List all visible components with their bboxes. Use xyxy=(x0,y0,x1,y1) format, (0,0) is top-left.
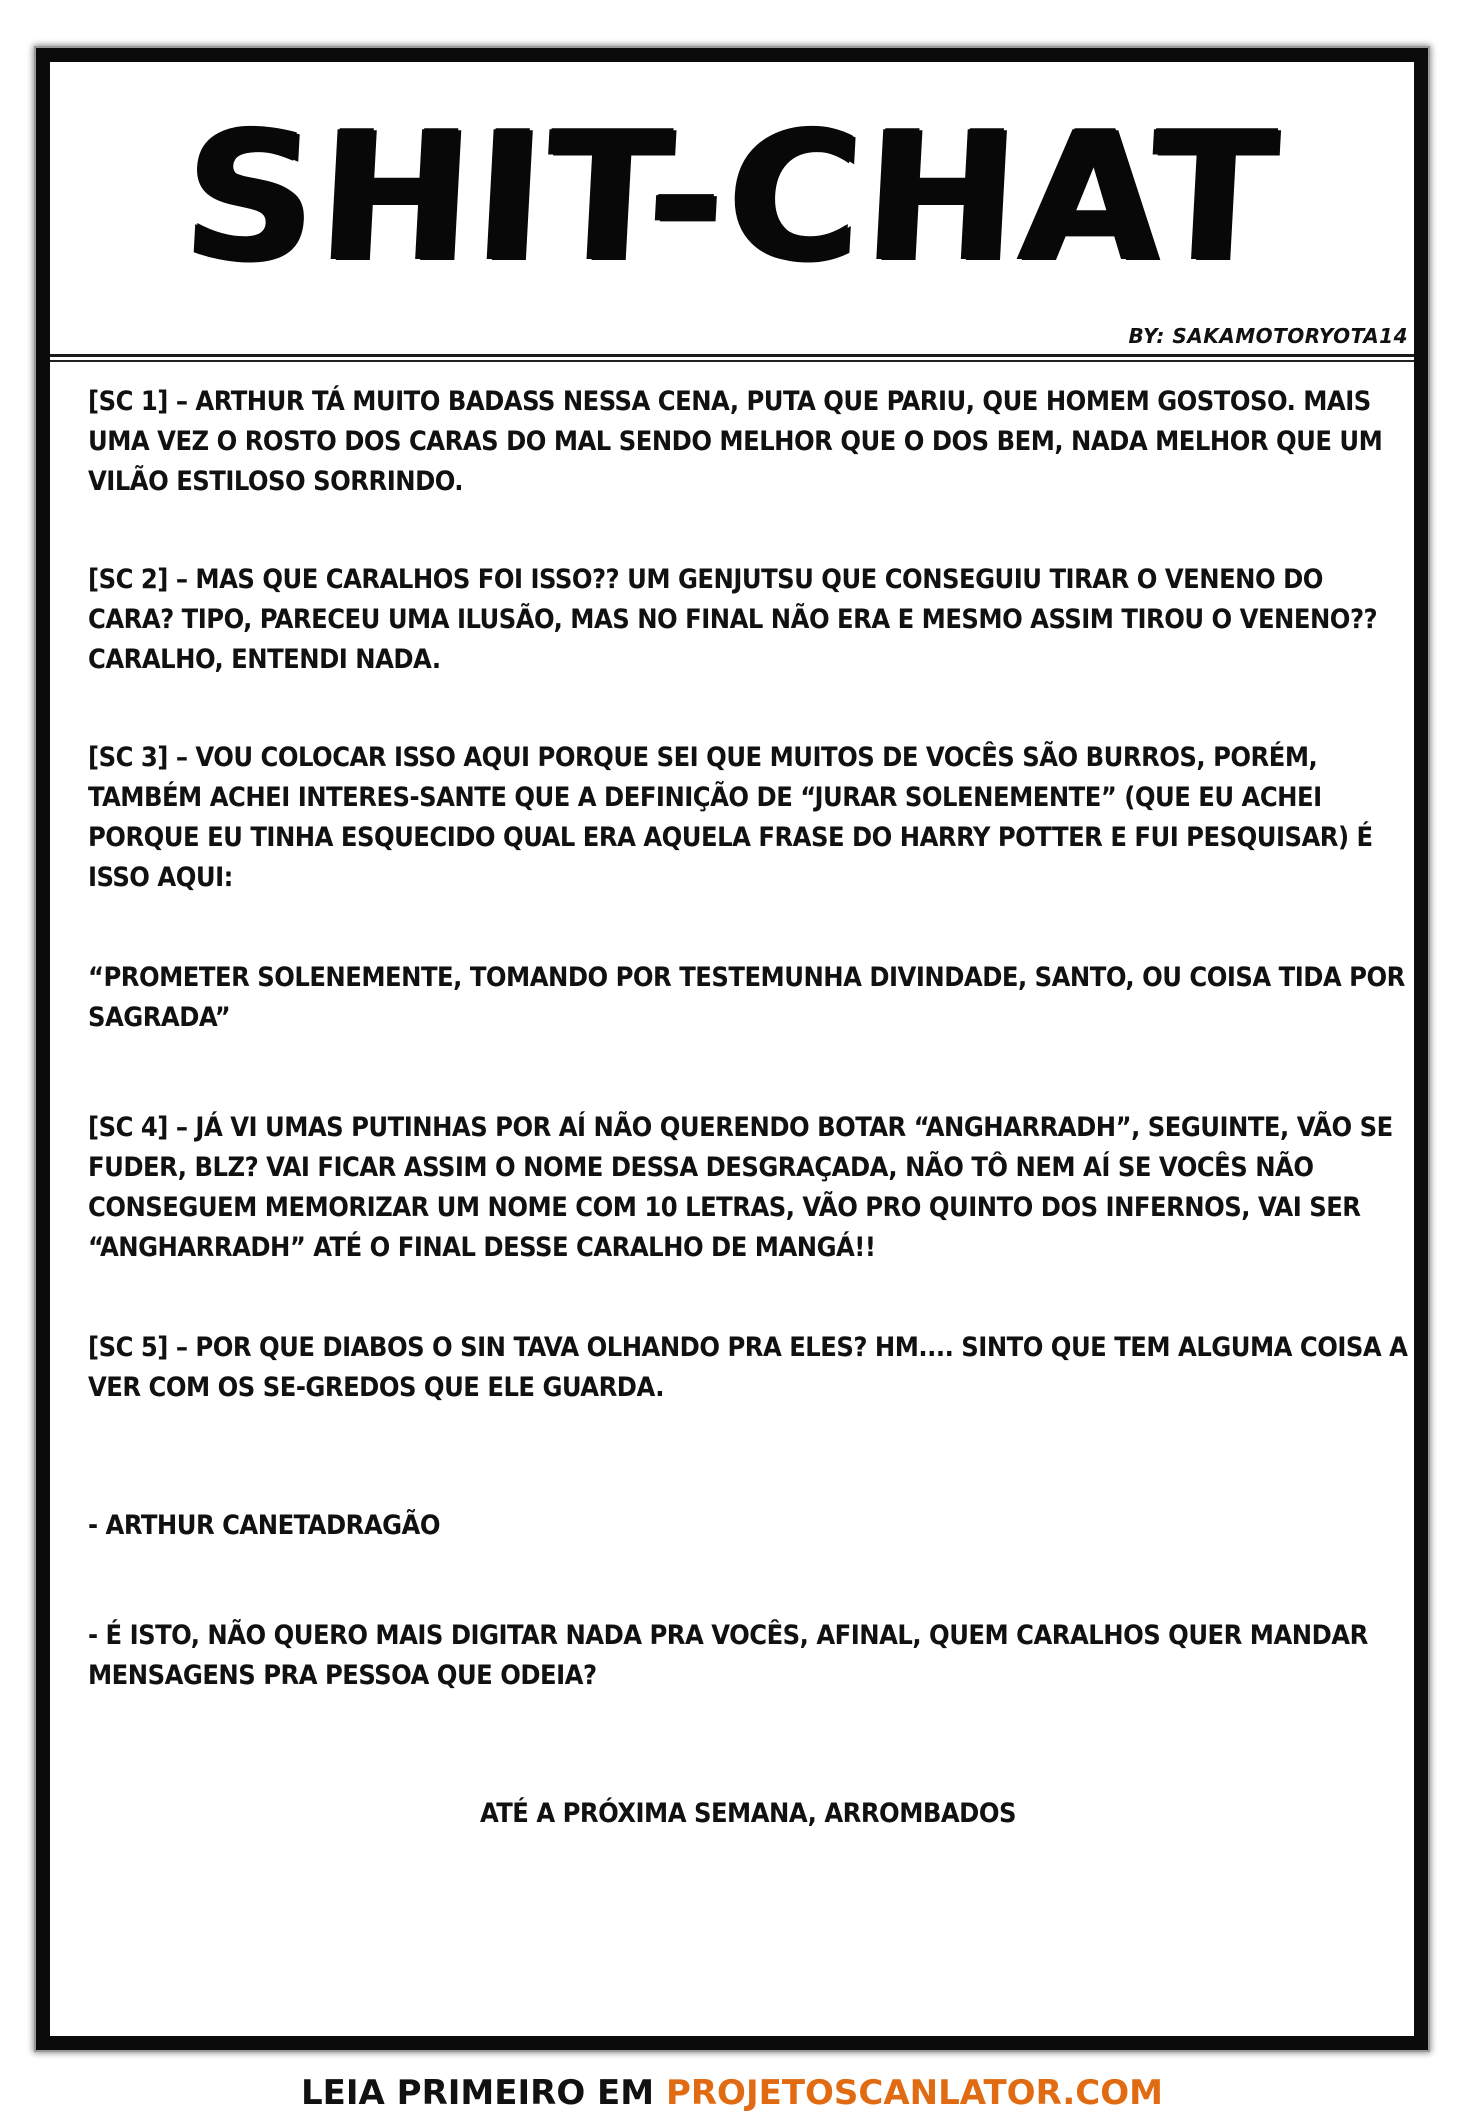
note-sc1: [SC 1] – ARTHUR TÁ MUITO BADASS NESSA CENA, PUTA QUE PARIU, QUE HOMEM GOSTOSO. MAIS UMA VEZ O ROSTO DOS CARAS DO MAL SENDO MELHOR QUE O DOS BEM, NADA MELHOR QUE UM VILÃO ESTILOSO SORRINDO. xyxy=(88,386,1383,497)
farewell: ATÉ A PRÓXIMA SEMANA, ARROMBADOS xyxy=(480,1798,1016,1829)
closing-note: - É ISTO, NÃO QUERO MAIS DIGITAR NADA PRA VOCÊS, AFINAL, QUEM CARALHOS QUER MANDAR MENSAGENS PRA PESSOA QUE ODEIA? xyxy=(88,1620,1368,1691)
note-sc2: [SC 2] – MAS QUE CARALHOS FOI ISSO?? UM GENJUTSU QUE CONSEGUIU TIRAR O VENENO DO CARA? TIPO, PARECEU UMA ILUSÃO, MAS NO FINAL NÃO ERA E MESMO ASSIM TIROU O VENENO?? CARALHO, ENTENDI NADA. xyxy=(88,564,1378,675)
byline: BY: SAKAMOTORYOTA14 xyxy=(1128,324,1408,348)
footer-prefix: LEIA PRIMEIRO EM xyxy=(300,2073,666,2113)
note-sc3: [SC 3] – VOU COLOCAR ISSO AQUI PORQUE SEI QUE MUITOS DE VOCÊS SÃO BURROS, PORÉM, TAMBÉM ACHEI INTERES-SANTE QUE A DEFINIÇÃO DE “JURAR SOLENEMENTE” (QUE EU ACHEI PORQUE EU TINHA ESQUECIDO QUAL ERA AQUELA FRASE DO HARRY POTTER E FUI PESQUISAR) É ISSO AQUI: xyxy=(88,742,1373,893)
footer xyxy=(0,2070,1464,2116)
header xyxy=(50,62,1414,357)
note-sc3-quote: “PROMETER SOLENEMENTE, TOMANDO POR TESTEMUNHA DIVINDADE, SANTO, OU COISA TIDA POR SAGRADA” xyxy=(88,962,1405,1033)
note-sc5: [SC 5] – POR QUE DIABOS O SIN TAVA OLHANDO PRA ELES? HM.... SINTO QUE TEM ALGUMA COISA A VER COM OS SE-GREDOS QUE ELE GUARDA. xyxy=(88,1332,1408,1403)
page-title: SHIT-CHAT xyxy=(179,93,1286,300)
footer-link[interactable]: PROJETOSCANLATOR.COM xyxy=(665,2073,1163,2113)
note-sc4: [SC 4] – JÁ VI UMAS PUTINHAS POR AÍ NÃO QUERENDO BOTAR “ANGHARRADH”, SEGUINTE, VÃO SE FUDER, BLZ? VAI FICAR ASSIM O NOME DESSA DESGRAÇADA, NÃO TÔ NEM AÍ SE VOCÊS NÃO CONSEGUEM MEMORIZAR UM NOME COM 10 LETRAS, VÃO PRO QUINTO DOS INFERNOS, VAI SER “ANGHARRADH” ATÉ O FINAL DESSE CARALHO DE MANGÁ!! xyxy=(88,1112,1393,1263)
page-frame xyxy=(36,48,1428,2050)
signature: - ARTHUR CANETADRAGÃO xyxy=(88,1510,440,1541)
